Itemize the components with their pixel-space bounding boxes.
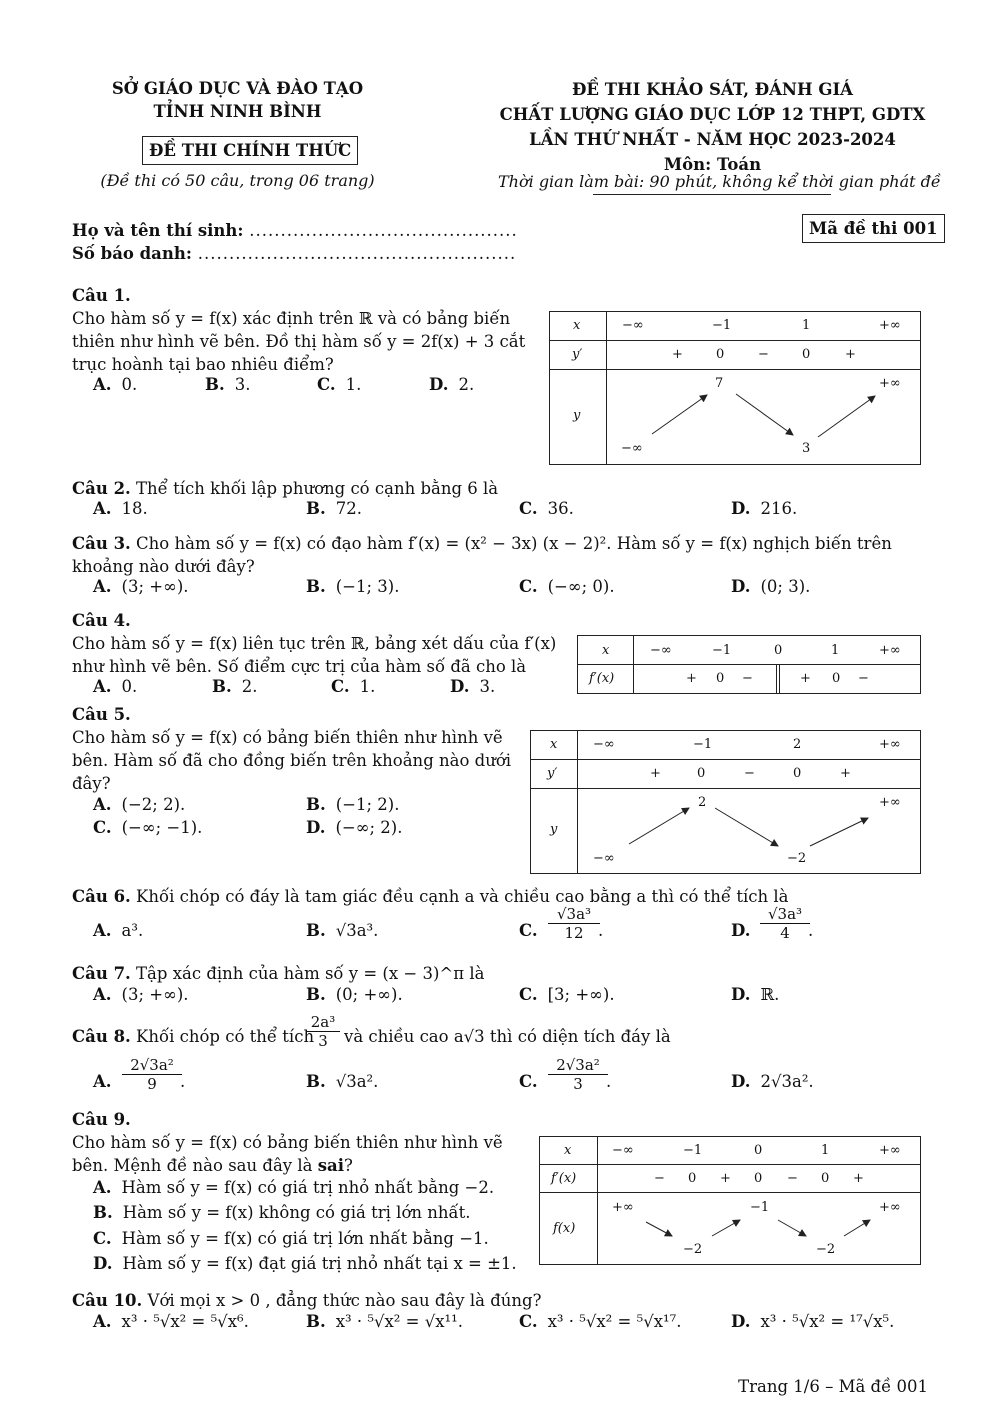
q9-text-2-post: ? bbox=[343, 1156, 353, 1175]
q10-option-b-text: x³ · ⁵√x² = √x¹¹. bbox=[335, 1312, 464, 1331]
q2-option-b[interactable]: B. 72. bbox=[306, 499, 362, 518]
q6-d-num: √3a³ bbox=[760, 905, 810, 924]
q3-option-a-text: (3; +∞). bbox=[121, 577, 189, 596]
q10-stem bbox=[72, 1289, 928, 1312]
q1-option-d-text: 2. bbox=[458, 375, 475, 394]
q7-option-c[interactable]: C. [3; +∞). bbox=[519, 985, 615, 1004]
q9-option-a-text: Hàm số y = f(x) có giá trị nhỏ nhất bằng −2. bbox=[121, 1178, 495, 1197]
q6-c-num: √3a³ bbox=[548, 905, 600, 924]
q4-t-x: x bbox=[602, 643, 610, 658]
q8-label: Câu 8. bbox=[72, 1027, 131, 1046]
q5-t-x2: 2 bbox=[793, 737, 802, 752]
q4-option-a-text: 0. bbox=[121, 677, 138, 696]
q1-option-c[interactable]: C. 1. bbox=[317, 375, 362, 394]
exam-code-badge: Mã đề thi 001 bbox=[802, 214, 945, 243]
q4-option-d[interactable]: D. 3. bbox=[450, 677, 496, 696]
q5-t-y: y bbox=[550, 822, 558, 837]
student-id-field[interactable]: ................................................... bbox=[197, 244, 517, 263]
q5-option-c[interactable]: C. (−∞; −1). bbox=[93, 818, 203, 837]
q1-t-s4: + bbox=[845, 347, 856, 362]
q3-text-2: khoảng nào dưới đây? bbox=[72, 557, 255, 576]
q5-t-v0: 2 bbox=[698, 795, 707, 810]
subject-line: Môn: Toán bbox=[663, 155, 762, 174]
q4-t-s2: − bbox=[742, 671, 753, 686]
q9-option-c[interactable]: C. Hàm số y = f(x) có giá trị lớn nhất bằng −1. bbox=[93, 1229, 489, 1248]
q4-t-s4: 0 bbox=[832, 671, 841, 686]
q2-label: Câu 2. bbox=[72, 479, 131, 498]
q1-t-x3: +∞ bbox=[879, 318, 901, 333]
q9-t-s4: − bbox=[787, 1171, 798, 1186]
q1-label: Câu 1. bbox=[72, 286, 131, 305]
q9-text-2-bold: sai bbox=[317, 1156, 344, 1175]
q5-t-s0: + bbox=[650, 766, 661, 781]
q9-t-x1: −1 bbox=[683, 1143, 703, 1158]
title-line-1: ĐỀ THI KHẢO SÁT, ĐÁNH GIÁ bbox=[572, 80, 853, 99]
q1-t-s3: 0 bbox=[802, 347, 811, 362]
q4-t-s1: 0 bbox=[716, 671, 725, 686]
q5-text-1: Cho hàm số y = f(x) có bảng biến thiên như hình vẽ bbox=[72, 728, 503, 747]
q8-text-post: và chiều cao a√3 thì có diện tích đáy là bbox=[344, 1027, 671, 1046]
q5-label: Câu 5. bbox=[72, 705, 131, 724]
q6-d-dot: . bbox=[808, 921, 814, 940]
q10-option-c[interactable]: C. x³ · ⁵√x² = ⁵√x¹⁷. bbox=[519, 1312, 682, 1331]
q5-option-c-text: (−∞; −1). bbox=[121, 818, 203, 837]
q2-option-d-text: 216. bbox=[760, 499, 798, 518]
q5-t-x3: +∞ bbox=[879, 737, 901, 752]
q7-text: Tập xác định của hàm số y = (x − 3)^π là bbox=[136, 964, 485, 983]
exam-time: Thời gian làm bài: 90 phút, không kể thời gian phát đề bbox=[498, 172, 941, 191]
q8-option-b[interactable]: B. √3a². bbox=[306, 1072, 379, 1091]
q9-t-s0: − bbox=[654, 1171, 665, 1186]
q7-option-d-text: ℝ. bbox=[760, 985, 780, 1004]
q9-t-x3: 1 bbox=[821, 1143, 830, 1158]
q8-option-d-text: 2√3a². bbox=[760, 1072, 814, 1091]
q3-label: Câu 3. bbox=[72, 534, 131, 553]
q9-option-d[interactable]: D. Hàm số y = f(x) đạt giá trị nhỏ nhất tại x = ±1. bbox=[93, 1254, 517, 1273]
q3-option-d[interactable]: D. (0; 3). bbox=[731, 577, 811, 596]
q1-option-a-text: 0. bbox=[121, 375, 138, 394]
q1-t-x0: −∞ bbox=[622, 318, 644, 333]
page-footer: Trang 1/6 – Mã đề 001 bbox=[738, 1377, 928, 1396]
q8-c-den: 3 bbox=[573, 1075, 583, 1093]
q1-option-d[interactable]: D. 2. bbox=[429, 375, 475, 394]
q9-t-s5: 0 bbox=[821, 1171, 830, 1186]
q6-option-d[interactable]: D. bbox=[731, 921, 751, 940]
q9-t-v3: −2 bbox=[683, 1242, 703, 1257]
q4-t-s3: + bbox=[800, 671, 811, 686]
official-exam-badge: ĐỀ THI CHÍNH THỨC bbox=[142, 136, 358, 165]
q1-t-v3: 3 bbox=[802, 441, 811, 456]
q5-t-v3: −2 bbox=[787, 851, 807, 866]
q3-option-c[interactable]: C. (−∞; 0). bbox=[519, 577, 615, 596]
q1-text-2: thiên như hình vẽ bên. Đồ thị hàm số y = 2f(x) + 3 cắt bbox=[72, 332, 526, 351]
q7-option-c-text: [3; +∞). bbox=[547, 985, 615, 1004]
q2-option-b-text: 72. bbox=[335, 499, 362, 518]
q4-option-b-text: 2. bbox=[241, 677, 258, 696]
q1-t-v2: −∞ bbox=[621, 441, 643, 456]
q5-text-2: bên. Hàm số đã cho đồng biến trên khoảng nào dưới bbox=[72, 751, 512, 770]
q9-t-s1: 0 bbox=[688, 1171, 697, 1186]
q1-option-b-text: 3. bbox=[234, 375, 251, 394]
exam-note: (Đề thi có 50 câu, trong 06 trang) bbox=[100, 171, 375, 190]
q5-t-x1: −1 bbox=[693, 737, 713, 752]
q1-t-x: x bbox=[573, 318, 581, 333]
q8-option-d[interactable]: D. 2√3a². bbox=[731, 1072, 814, 1091]
q9-option-b[interactable]: B. Hàm số y = f(x) không có giá trị lớn nhất. bbox=[93, 1203, 471, 1222]
q9-t-s2: + bbox=[720, 1171, 731, 1186]
q3-text-1: Cho hàm số y = f(x) có đạo hàm f′(x) = (x² − 3x) (x − 2)². Hàm số y = f(x) nghịch biến trên bbox=[136, 534, 892, 553]
q4-label: Câu 4. bbox=[72, 611, 131, 630]
q4-option-c[interactable]: C. 1. bbox=[331, 677, 376, 696]
student-name-field[interactable]: ........................................... bbox=[249, 221, 518, 240]
q2-text: Thể tích khối lập phương có cạnh bằng 6 là bbox=[136, 479, 499, 498]
q9-label: Câu 9. bbox=[72, 1110, 131, 1129]
q8-a-den: 9 bbox=[147, 1075, 157, 1093]
q9-t-x4: +∞ bbox=[879, 1143, 901, 1158]
q5-option-b-text: (−1; 2). bbox=[335, 795, 400, 814]
q3-option-a[interactable]: A. (3; +∞). bbox=[93, 577, 189, 596]
q5-t-yp: y′ bbox=[547, 766, 558, 781]
q2-option-a-text: 18. bbox=[121, 499, 148, 518]
q2-option-c-text: 36. bbox=[547, 499, 574, 518]
q5-option-a-text: (−2; 2). bbox=[121, 795, 186, 814]
q1-option-c-text: 1. bbox=[345, 375, 362, 394]
q5-t-s1: 0 bbox=[697, 766, 706, 781]
q3-option-b[interactable]: B. (−1; 3). bbox=[306, 577, 400, 596]
q4-option-c-text: 1. bbox=[359, 677, 376, 696]
q9-t-fp: f′(x) bbox=[551, 1171, 577, 1186]
q4-t-fp: f′(x) bbox=[589, 671, 615, 686]
q10-option-d[interactable]: D. x³ · ⁵√x² = ¹⁷√x⁵. bbox=[731, 1312, 895, 1331]
q7-option-a[interactable]: A. (3; +∞). bbox=[93, 985, 189, 1004]
q6-option-b-text: √3a³. bbox=[335, 921, 379, 940]
q4-t-s5: − bbox=[858, 671, 869, 686]
q10-text: Với mọi x > 0 , đẳng thức nào sau đây là đúng? bbox=[147, 1291, 542, 1310]
q8-option-a[interactable]: A. bbox=[93, 1072, 112, 1091]
q1-t-y: y bbox=[573, 408, 581, 423]
q2-option-d[interactable]: D. 216. bbox=[731, 499, 798, 518]
q6-d-den: 4 bbox=[780, 924, 790, 942]
q6-c-dot: . bbox=[598, 921, 604, 940]
q1-option-a[interactable]: A. 0. bbox=[93, 375, 138, 394]
q7-label: Câu 7. bbox=[72, 964, 131, 983]
q8-option-c[interactable]: C. bbox=[519, 1072, 538, 1091]
q4-t-s0: + bbox=[686, 671, 697, 686]
q8-option-b-text: √3a². bbox=[335, 1072, 379, 1091]
q5-t-s2: − bbox=[744, 766, 755, 781]
q5-t-x0: −∞ bbox=[593, 737, 615, 752]
q10-label: Câu 10. bbox=[72, 1291, 143, 1310]
q9-text-1: Cho hàm số y = f(x) có bảng biến thiên như hình vẽ bbox=[72, 1133, 503, 1152]
q10-option-d-text: x³ · ⁵√x² = ¹⁷√x⁵. bbox=[760, 1312, 895, 1331]
q8-a-dot: . bbox=[180, 1072, 186, 1091]
q9-t-s6: + bbox=[853, 1171, 864, 1186]
q1-text-1: Cho hàm số y = f(x) xác định trên ℝ và có bảng biến bbox=[72, 309, 511, 328]
q5-option-a[interactable]: A. (−2; 2). bbox=[93, 795, 186, 814]
q4-t-x4: +∞ bbox=[879, 643, 901, 658]
q8-a-num: 2√3a² bbox=[122, 1056, 182, 1075]
q3-option-c-text: (−∞; 0). bbox=[547, 577, 615, 596]
q1-t-x2: 1 bbox=[802, 318, 811, 333]
q2-option-a[interactable]: A. 18. bbox=[93, 499, 148, 518]
q9-t-x: x bbox=[564, 1143, 572, 1158]
q7-option-d[interactable]: D. ℝ. bbox=[731, 985, 780, 1004]
q5-option-d-text: (−∞; 2). bbox=[335, 818, 403, 837]
q4-text-2: như hình vẽ bên. Số điểm cực trị của hàm số đã cho là bbox=[72, 657, 527, 676]
q4-t-x2: 0 bbox=[774, 643, 783, 658]
q10-option-a-text: x³ · ⁵√x² = ⁵√x⁶. bbox=[121, 1312, 249, 1331]
q4-text-1: Cho hàm số y = f(x) liên tục trên ℝ, bảng xét dấu của f′(x) bbox=[72, 634, 557, 653]
q9-t-x2: 0 bbox=[754, 1143, 763, 1158]
q4-t-x0: −∞ bbox=[650, 643, 672, 658]
q1-t-s2: − bbox=[758, 347, 769, 362]
q2-option-c[interactable]: C. 36. bbox=[519, 499, 574, 518]
q9-t-v2: +∞ bbox=[879, 1200, 901, 1215]
q5-text-3: đây? bbox=[72, 774, 111, 793]
q7-option-b-text: (0; +∞). bbox=[335, 985, 403, 1004]
q5-t-v2: −∞ bbox=[593, 851, 615, 866]
q8-frac-num: 2a³ bbox=[306, 1013, 340, 1032]
q6-text: Khối chóp có đáy là tam giác đều cạnh a và chiều cao bằng a thì có thể tích là bbox=[136, 887, 789, 906]
q9-text-2-pre: bên. Mệnh đề nào sau đây là bbox=[72, 1156, 313, 1175]
q10-option-c-text: x³ · ⁵√x² = ⁵√x¹⁷. bbox=[547, 1312, 682, 1331]
student-id-label: Số báo danh: bbox=[72, 244, 192, 263]
q9-t-v1: −1 bbox=[750, 1200, 770, 1215]
title-line-2: CHẤT LƯỢNG GIÁO DỤC LỚP 12 THPT, GDTX bbox=[499, 105, 926, 124]
q8-frac-den: 3 bbox=[318, 1032, 328, 1050]
q8-c-dot: . bbox=[606, 1072, 612, 1091]
q6-label: Câu 6. bbox=[72, 887, 131, 906]
q3-option-b-text: (−1; 3). bbox=[335, 577, 400, 596]
q5-t-s3: 0 bbox=[793, 766, 802, 781]
q6-option-a[interactable]: A. a³. bbox=[93, 921, 144, 940]
q6-option-a-text: a³. bbox=[121, 921, 144, 940]
q7-option-a-text: (3; +∞). bbox=[121, 985, 189, 1004]
q9-option-d-text: Hàm số y = f(x) đạt giá trị nhỏ nhất tại x = ±1. bbox=[122, 1254, 517, 1273]
q9-option-c-text: Hàm số y = f(x) có giá trị lớn nhất bằng −1. bbox=[121, 1229, 489, 1248]
q8-text-pre: Khối chóp có thể tích bbox=[136, 1027, 315, 1046]
q9-t-x0: −∞ bbox=[612, 1143, 634, 1158]
q4-option-a[interactable]: A. 0. bbox=[93, 677, 138, 696]
q10-option-a[interactable]: A. x³ · ⁵√x² = ⁵√x⁶. bbox=[93, 1312, 249, 1331]
q9-t-v0: +∞ bbox=[612, 1200, 634, 1215]
title-line-3: LẦN THỨ NHẤT - NĂM HỌC 2023-2024 bbox=[529, 130, 896, 149]
q1-t-s0: + bbox=[672, 347, 683, 362]
q4-option-b[interactable]: B. 2. bbox=[212, 677, 258, 696]
q8-c-num: 2√3a² bbox=[548, 1056, 608, 1075]
q5-option-b[interactable]: B. (−1; 2). bbox=[306, 795, 400, 814]
q1-t-s1: 0 bbox=[716, 347, 725, 362]
q1-text-3: trục hoành tại bao nhiêu điểm? bbox=[72, 355, 334, 374]
q1-t-v1: +∞ bbox=[879, 376, 901, 391]
q1-t-x1: −1 bbox=[712, 318, 732, 333]
student-name-label: Họ và tên thí sinh: bbox=[72, 221, 244, 240]
q5-option-d[interactable]: D. (−∞; 2). bbox=[306, 818, 403, 837]
q4-t-x1: −1 bbox=[712, 643, 732, 658]
q10-option-b[interactable]: B. x³ · ⁵√x² = √x¹¹. bbox=[306, 1312, 464, 1331]
q9-t-s3: 0 bbox=[754, 1171, 763, 1186]
q6-option-b[interactable]: B. √3a³. bbox=[306, 921, 379, 940]
q9-t-f: f(x) bbox=[553, 1221, 576, 1236]
q4-t-x3: 1 bbox=[831, 643, 840, 658]
q1-option-b[interactable]: B. 3. bbox=[205, 375, 251, 394]
q5-t-s4: + bbox=[840, 766, 851, 781]
q3-option-d-text: (0; 3). bbox=[760, 577, 811, 596]
q9-t-v4: −2 bbox=[816, 1242, 836, 1257]
q9-option-b-text: Hàm số y = f(x) không có giá trị lớn nhất. bbox=[122, 1203, 471, 1222]
q5-t-v1: +∞ bbox=[879, 795, 901, 810]
q5-t-x: x bbox=[550, 737, 558, 752]
dept-line: SỞ GIÁO DỤC VÀ ĐÀO TẠO bbox=[111, 79, 364, 98]
q6-c-den: 12 bbox=[564, 924, 584, 942]
q1-t-v0: 7 bbox=[715, 376, 724, 391]
q1-t-yp: y′ bbox=[572, 347, 583, 362]
q4-option-d-text: 3. bbox=[479, 677, 496, 696]
q9-option-a[interactable]: A. Hàm số y = f(x) có giá trị nhỏ nhất bằng −2. bbox=[93, 1178, 495, 1197]
province-line: TỈNH NINH BÌNH bbox=[153, 102, 322, 121]
q6-option-c[interactable]: C. bbox=[519, 921, 538, 940]
q7-option-b[interactable]: B. (0; +∞). bbox=[306, 985, 403, 1004]
